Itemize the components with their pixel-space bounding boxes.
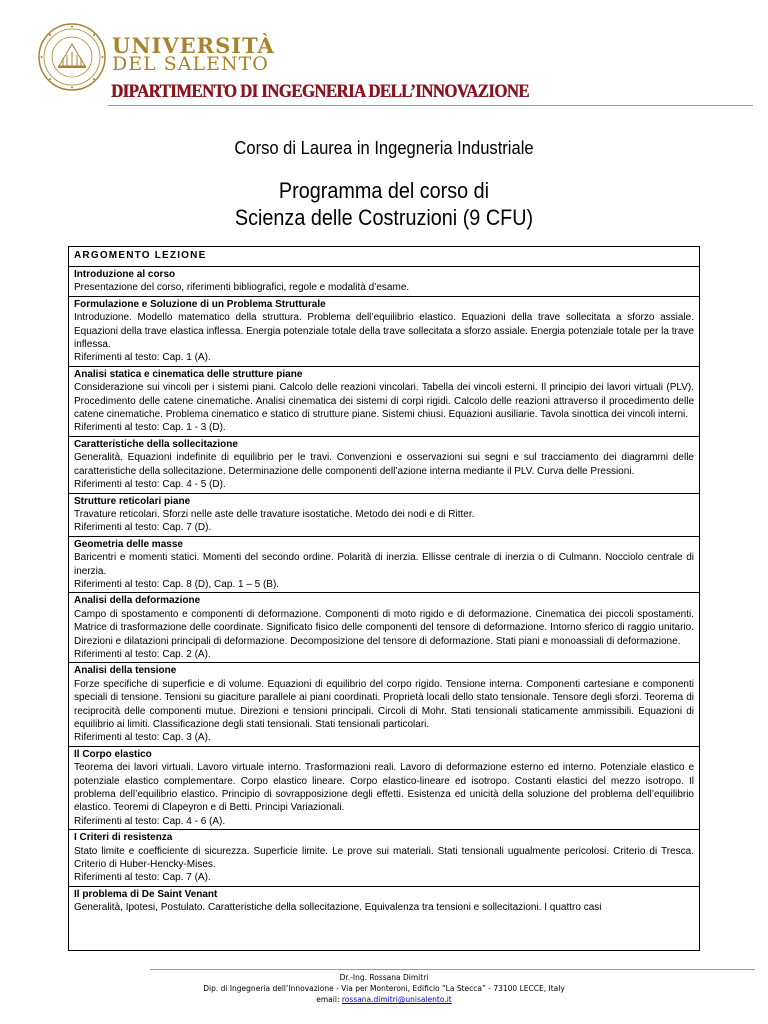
row-description: Teorema dei lavori virtuali. Lavoro virtuale interno. Trasformazioni reali. Lavoro di deformazione esterno ed interno. Potenziale elastico e potenziale elastico complementare. Corpo elastico lineare. Corpo elastico-lineare ed isotropo. Costanti elastici del mezzo isotropo. Il problema dell’equilibrio elastico. Principio di sovrapposizione degli effetti. Esistenza ed unicità della soluzione del problema dell’equilibrio elastico. Teoremi di Clapeyron e di Betti. Principi Variazionali. xyxy=(74,762,694,814)
university-seal-icon xyxy=(37,22,107,92)
course-title: Corso di Laurea in Ingegneria Industriale xyxy=(234,138,534,158)
row-reference: Riferimenti al testo: Cap. 4 - 5 (D). xyxy=(74,479,226,491)
row-reference: Riferimenti al testo: Cap. 1 (A). xyxy=(74,352,211,364)
footer-email-label: email: xyxy=(316,995,340,1004)
footer-divider xyxy=(150,969,755,970)
footer-author: Dr.-Ing. Rossana Dimitri xyxy=(339,973,429,982)
table-row xyxy=(69,887,699,916)
footer-email-line xyxy=(0,994,768,1005)
row-title: Formulazione e Soluzione di un Problema Strutturale xyxy=(74,298,326,310)
university-name-line1: UNIVERSITÀ xyxy=(112,33,275,58)
table-row xyxy=(69,367,699,437)
row-title: Caratteristiche della sollecitazione xyxy=(74,438,238,450)
row-title: Il Corpo elastico xyxy=(74,748,152,760)
row-title: Analisi della deformazione xyxy=(74,595,201,607)
row-title: Geometria delle masse xyxy=(74,538,183,550)
table-row xyxy=(69,437,699,494)
row-description: Baricentri e momenti statici. Momenti del secondo ordine. Polarità di inerzia. Ellisse centrale di inerzia o di Culmann. Nocciolo centrale di inerzia. xyxy=(74,552,694,577)
row-description: Campo di spostamento e componenti di deformazione. Componenti di moto rigido e di deformazione. Cinematica dei piccoli spostamenti. Matrice di trasformazione delle coordinate. Significato fisico delle componenti del tensore di deformazione. Intorno sferico di raggio unitario. Direzioni e dilatazioni principali di deformazione. Decomposizione del tensore di deformazione. Stati piani e monoassiali di deformazione. xyxy=(74,608,694,647)
program-title-line2: Scienza delle Costruzioni (9 CFU) xyxy=(234,205,534,230)
row-reference: Riferimenti al testo: Cap. 7 (D). xyxy=(74,522,212,534)
table-header: ARGOMENTO LEZIONE xyxy=(69,247,699,267)
row-title: Il problema di De Saint Venant xyxy=(74,888,218,900)
lesson-table xyxy=(68,246,700,951)
row-title: Analisi statica e cinematica delle strutture piane xyxy=(74,368,303,380)
program-title xyxy=(38,177,729,231)
footer-email-link[interactable]: rossana.dimitri@unisalento.it xyxy=(341,995,452,1004)
footer xyxy=(0,972,768,1005)
row-reference: Riferimenti al testo: Cap. 7 (A). xyxy=(74,872,211,884)
table-row xyxy=(69,494,699,537)
row-description: Forze specifiche di superficie e di volume. Equazioni di equilibrio del corpo rigido. Tensione interna. Componenti cartesiane e componenti speciali di tensione. Tensioni su giaciture parallele ai piani coordinati. Proprietà locali dello stato tensionale. Tensore degli sforzi. Teorema di reciprocità delle componenti mutue. Direzioni e tensioni principali. Circoli di Mohr. Stati tensionali staticamente ammissibili. Equazioni di equilibrio ai limiti. Classificazione degli stati tensionali. Stati tensionali particolari. xyxy=(74,678,694,730)
row-reference: Riferimenti al testo: Cap. 3 (A). xyxy=(74,732,211,744)
department-name: DIPARTIMENTO DI INGEGNERIA DELL’INNOVAZIONE xyxy=(111,81,529,102)
row-reference: Riferimenti al testo: Cap. 2 (A). xyxy=(74,648,211,660)
row-title: Analisi della tensione xyxy=(74,665,177,677)
university-name-line2: DEL SALENTO xyxy=(112,53,269,75)
table-row xyxy=(69,830,699,887)
row-description: Stato limite e coefficiente di sicurezza. Superficie limite. Le prove sui materiali. Stati tensionali ugualmente pericolosi. Criterio di Tresca. Criterio di Huber-Hencky-Mises. xyxy=(74,845,694,871)
row-reference: Riferimenti al testo: Cap. 8 (D), Cap. 1 – 5 (B). xyxy=(74,578,280,590)
row-title: I Criteri di resistenza xyxy=(74,832,173,844)
program-title-line1: Programma del corso di xyxy=(278,178,490,203)
row-description: Generalità, Ipotesi, Postulato. Caratteristiche della sollecitazione. Equivalenza tra tensioni e sollecitazioni. I quattro casi xyxy=(74,902,602,914)
row-title: Strutture reticolari piane xyxy=(74,495,191,507)
table-row xyxy=(69,663,699,746)
row-description: Introduzione. Modello matematico della struttura. Problema dell’equilibrio elastico. Equazioni della trave sollecitata a sforzo assiale. Equazioni della trave elastica inflessa. Energia potenziale totale della trave sollecitata a sforzo assiale. Energia potenziale totale per la trave inflessa. xyxy=(74,312,694,351)
header-divider xyxy=(108,105,753,106)
table-row xyxy=(69,267,699,297)
row-description: Travature reticolari. Sforzi nelle aste delle travature isostatiche. Metodo dei nodi e di Ritter. xyxy=(74,508,475,520)
table-row xyxy=(69,537,699,594)
row-description: Generalità. Equazioni indefinite di equilibrio per le travi. Convenzioni e osservazioni sui segni e sul tracciamento dei diagrammi delle caratteristiche della sollecitazione. Determinazione delle componenti dell’azione interna mediante il PLV. Curva delle Pressioni. xyxy=(74,452,694,477)
row-reference: Riferimenti al testo: Cap. 4 - 6 (A). xyxy=(74,815,226,827)
footer-address: Dip. di Ingegneria dell’Innovazione - Via per Monteroni, Edificio “La Stecca” - 73100 LECCE, Italy xyxy=(203,984,565,993)
university-name xyxy=(112,33,275,75)
row-reference: Riferimenti al testo: Cap. 1 - 3 (D). xyxy=(74,422,226,434)
row-description: Presentazione del corso, riferimenti bibliografici, regole e modalità d’esame. xyxy=(74,282,410,294)
row-title: Introduzione al corso xyxy=(74,269,176,280)
table-row xyxy=(69,747,699,830)
table-row xyxy=(69,297,699,367)
table-row xyxy=(69,593,699,663)
row-description: Considerazione sui vincoli per i sistemi piani. Calcolo delle reazioni vincolari. Tabella dei vincoli esterni. Il principio dei lavori virtuali (PLV). Procedimento delle catene cinematiche. Analisi cinematica dei sistemi di corpi rigidi. Calcolo delle reazioni attraverso il procedimento delle catene cinematiche. Problema cinematico e statico di strutture piane. Sistemi chiusi. Equazioni ausiliarie. Tavola sinottica dei vincoli interni. xyxy=(74,382,694,421)
letterhead xyxy=(0,0,768,110)
